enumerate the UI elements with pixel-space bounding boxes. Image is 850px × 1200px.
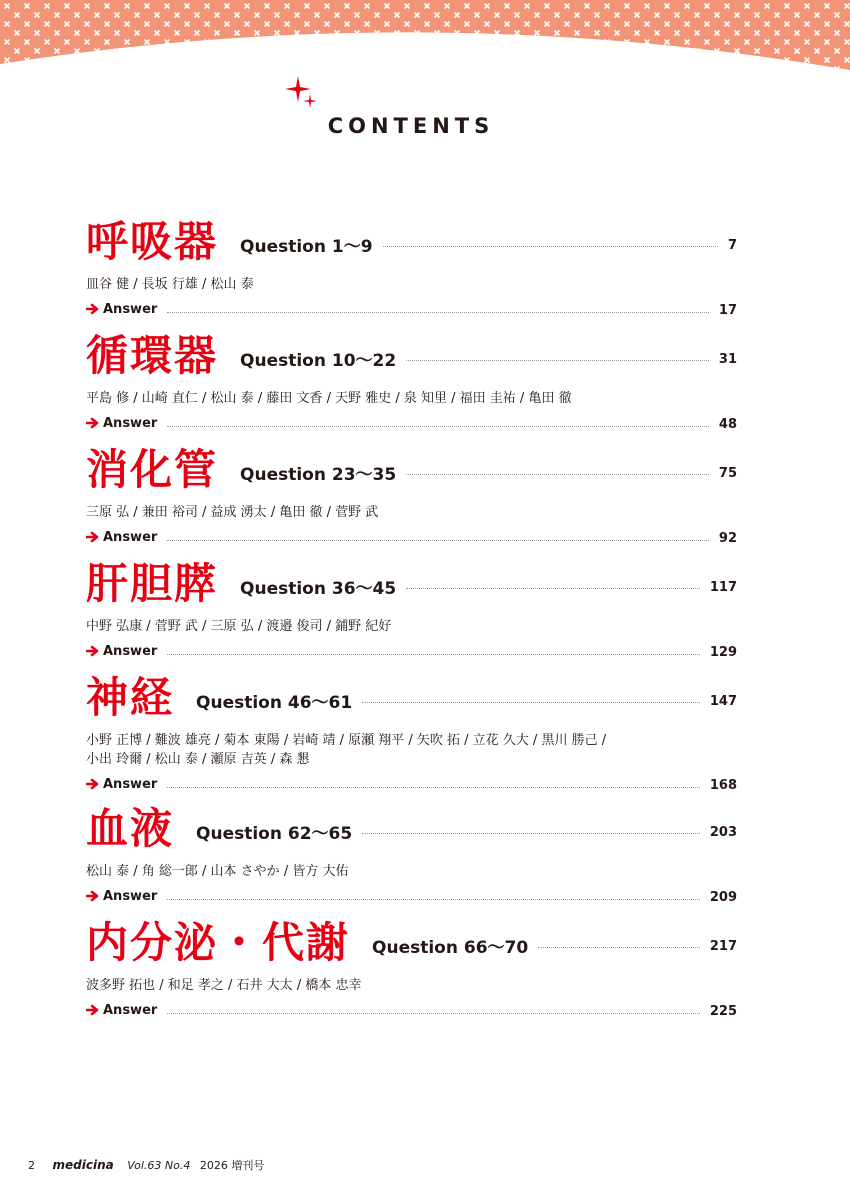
arrow-right-icon (86, 1004, 100, 1016)
question-range: Question 1～9 (240, 236, 373, 257)
dot-leader (538, 947, 700, 948)
answer-label: Answer (103, 643, 158, 659)
question-range: Question 46～61 (196, 692, 353, 713)
answer-entry[interactable] (86, 526, 737, 548)
question-range: Question 62～65 (196, 823, 353, 844)
answer-entry[interactable] (86, 298, 737, 320)
toc-section (86, 330, 737, 434)
page-number: 31 (718, 351, 737, 367)
answer-entry[interactable] (86, 640, 737, 662)
arrow-right-icon (86, 778, 100, 790)
arrow-right-icon (86, 890, 100, 902)
toc-entry[interactable] (86, 216, 737, 268)
volume-info: Vol.63 No.4 (127, 1159, 191, 1172)
arrow-right-icon (86, 303, 100, 315)
answer-page-number: 168 (709, 777, 737, 793)
answer-page-number: 129 (709, 644, 737, 660)
category-title: 肝胆膵 (86, 559, 219, 608)
answer-page-number: 209 (709, 889, 737, 905)
author-list: 小野 正博 / 難波 雄亮 / 菊本 東陽 / 岩崎 靖 / 原瀬 翔平 / 矢吹 拓 / 立花 久大 / 黒川 勝己 / (86, 733, 607, 748)
question-range: Question 36～45 (240, 578, 397, 599)
author-list: 皿谷 健 / 長坂 行雄 / 松山 泰 (86, 277, 254, 292)
author-list: 平島 修 / 山崎 直仁 / 松山 泰 / 藤田 文香 / 天野 雅史 / 泉 知里 / 福田 圭祐 / 亀田 徹 (86, 391, 572, 406)
dot-leader (167, 426, 709, 427)
author-list: 中野 弘康 / 菅野 武 / 三原 弘 / 渡邉 俊司 / 鋪野 紀好 (86, 619, 392, 634)
dot-leader (167, 654, 700, 655)
page-number: 217 (709, 938, 737, 954)
answer-label: Answer (103, 415, 158, 431)
dot-leader (167, 787, 700, 788)
toc-entry[interactable] (86, 444, 737, 496)
author-list: 松山 泰 / 角 総一郎 / 山本 さやか / 皆方 大佑 (86, 864, 349, 879)
question-range: Question 10～22 (240, 350, 397, 371)
arrow-right-icon (86, 531, 100, 543)
issue-info: 2026 増刊号 (199, 1159, 265, 1172)
page-number: 203 (709, 824, 737, 840)
toc-section (86, 216, 737, 320)
toc-entry[interactable] (86, 558, 737, 610)
category-title: 神経 (86, 673, 175, 722)
sparkle-icon (284, 74, 324, 114)
authors (86, 389, 737, 408)
answer-entry[interactable] (86, 412, 737, 434)
category-title: 血液 (86, 804, 175, 853)
page-number: 117 (709, 579, 737, 595)
decorative-banner (0, 0, 850, 80)
dot-leader (406, 360, 709, 361)
magazine-name: medicina (52, 1158, 114, 1172)
page-number: 2 (28, 1159, 35, 1172)
page-number: 75 (718, 465, 737, 481)
arrow-right-icon (86, 417, 100, 429)
author-list: 小出 玲爾 / 松山 泰 / 瀬原 吉英 / 森 懇 (86, 752, 310, 767)
arrow-right-icon (86, 645, 100, 657)
page-number: 147 (709, 693, 737, 709)
category-title: 呼吸器 (86, 217, 219, 266)
answer-label: Answer (103, 301, 158, 317)
authors (86, 862, 737, 881)
authors (86, 503, 737, 522)
toc-section (86, 444, 737, 548)
author-list: 波多野 拓也 / 和足 孝之 / 石井 大太 / 橋本 忠幸 (86, 978, 362, 993)
answer-page-number: 92 (718, 530, 737, 546)
answer-entry[interactable] (86, 773, 737, 795)
answer-page-number: 48 (718, 416, 737, 432)
dot-leader (362, 833, 700, 834)
page-footer (28, 1157, 264, 1173)
authors (86, 617, 737, 636)
question-range: Question 66～70 (372, 937, 529, 958)
answer-label: Answer (103, 1002, 158, 1018)
dot-leader (383, 246, 718, 247)
toc-entry[interactable] (86, 917, 737, 969)
answer-entry[interactable] (86, 999, 737, 1021)
page-number: 7 (727, 237, 737, 253)
dot-leader (167, 1013, 700, 1014)
dot-leader (406, 474, 709, 475)
answer-page-number: 17 (718, 302, 737, 318)
toc-section (86, 917, 737, 1021)
authors (86, 731, 737, 769)
category-title: 循環器 (86, 331, 219, 380)
author-list: 三原 弘 / 兼田 裕司 / 益成 湧太 / 亀田 徹 / 菅野 武 (86, 505, 379, 520)
page-title: CONTENTS (327, 114, 495, 138)
toc-entry[interactable] (86, 672, 737, 724)
toc-entry[interactable] (86, 803, 737, 855)
answer-page-number: 225 (709, 1003, 737, 1019)
dot-leader (167, 540, 709, 541)
dot-leader (362, 702, 700, 703)
authors (86, 976, 737, 995)
dot-leader (167, 899, 700, 900)
toc-section (86, 558, 737, 662)
answer-entry[interactable] (86, 885, 737, 907)
toc-section (86, 803, 737, 907)
dot-leader (167, 312, 709, 313)
dot-leader (406, 588, 700, 589)
category-title: 消化管 (86, 445, 219, 494)
question-range: Question 23～35 (240, 464, 397, 485)
toc-entry[interactable] (86, 330, 737, 382)
category-title: 内分泌・代謝 (86, 918, 351, 967)
toc-section (86, 672, 737, 795)
authors (86, 275, 737, 294)
answer-label: Answer (103, 529, 158, 545)
answer-label: Answer (103, 888, 158, 904)
answer-label: Answer (103, 776, 158, 792)
